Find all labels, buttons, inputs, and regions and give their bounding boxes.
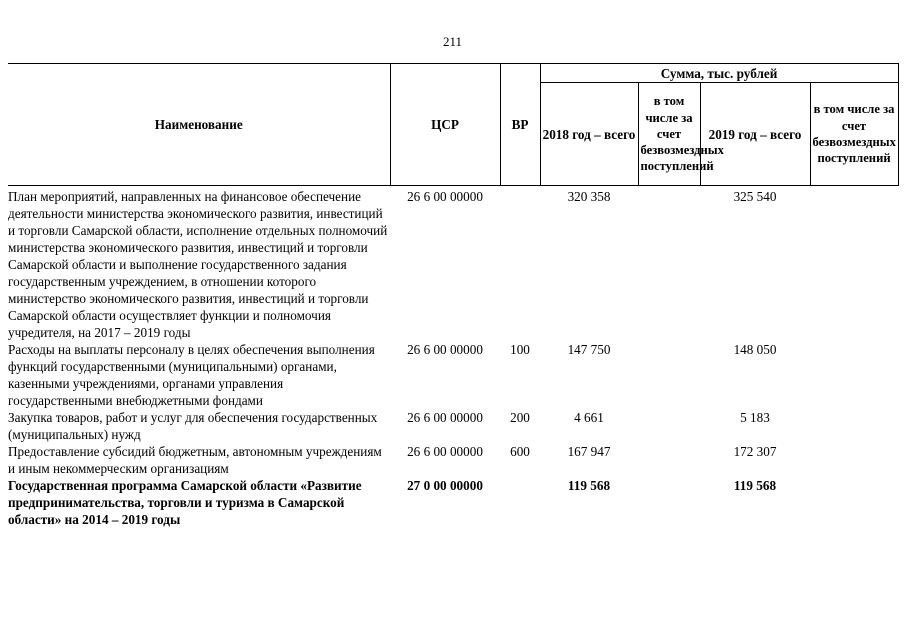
table-row <box>8 186 898 342</box>
row-name: Закупка товаров, работ и услуг для обеспечения государственных (муниципальных) нужд <box>8 410 378 442</box>
table-row <box>8 443 898 477</box>
row-name: План мероприятий, направленных на финансовое обеспечение деятельности министерства экономического развития, инвестиций и торговли Самарской области, исполнение отдельных полномочий министерства экономического развития, инвестиций и торговли Самарской области и выполнение государственного задания государственным учреждением, в отношении которого министерство экономического развития, инвестиций и торговли Самарской области осуществляет функции и полномочия учредителя, на 2017 – 2019 годы <box>8 189 388 340</box>
header-csr: ЦСР <box>390 64 500 186</box>
row-2018-total: 320 358 <box>567 189 611 204</box>
row-2019-grants <box>810 443 898 477</box>
table-row <box>8 409 898 443</box>
row-2018-total: 167 947 <box>567 444 611 459</box>
table-row <box>8 477 898 528</box>
header-2019-total: 2019 год – всего <box>700 83 810 186</box>
row-vr: 100 <box>510 342 530 357</box>
row-name: Предоставление субсидий бюджетным, автономным учреждениям и иным некоммерческим организациям <box>8 444 382 476</box>
row-2018-grants <box>638 477 700 528</box>
row-csr: 26 6 00 00000 <box>407 342 483 357</box>
table-header <box>8 64 898 186</box>
row-csr: 26 6 00 00000 <box>407 189 483 204</box>
row-2018-grants <box>638 186 700 342</box>
row-2019-grants <box>810 186 898 342</box>
row-csr: 26 6 00 00000 <box>407 444 483 459</box>
row-vr <box>500 477 540 528</box>
row-2018-grants <box>638 443 700 477</box>
row-2018-total: 147 750 <box>567 342 611 357</box>
row-2019-grants <box>810 477 898 528</box>
header-2018-total: 2018 год – всего <box>540 83 638 186</box>
header-2018-grants: в том числе за счет безвозмездных поступлений <box>638 83 700 186</box>
row-vr: 600 <box>510 444 530 459</box>
row-csr: 26 6 00 00000 <box>407 410 483 425</box>
row-2018-total: 119 568 <box>567 478 611 493</box>
row-2019-grants <box>810 409 898 443</box>
budget-table <box>8 63 899 528</box>
header-sum-group: Сумма, тыс. рублей <box>540 64 898 83</box>
row-2018-total: 4 661 <box>574 410 604 425</box>
row-csr: 27 0 00 00000 <box>407 478 483 493</box>
table-row <box>8 341 898 409</box>
row-2019-total: 172 307 <box>733 444 777 459</box>
row-2019-total: 119 568 <box>733 478 777 493</box>
row-2018-grants <box>638 409 700 443</box>
row-vr: 200 <box>510 410 530 425</box>
page-number: 211 <box>442 34 463 49</box>
header-2019-grants: в том числе за счет безвозмездных поступлений <box>810 83 898 186</box>
row-name: Государственная программа Самарской области «Развитие предпринимательства, торговли и туризма в Самарской области» на 2014 – 2019 годы <box>8 478 362 527</box>
row-2019-total: 325 540 <box>733 189 777 204</box>
row-2019-total: 5 183 <box>740 410 770 425</box>
row-vr <box>500 186 540 342</box>
row-name: Расходы на выплаты персоналу в целях обеспечения выполнения функций государственными (муниципальными) органами, казенными учреждениями, органами управления государственными внебюджетными фондами <box>8 342 375 408</box>
row-2019-total: 148 050 <box>733 342 777 357</box>
header-name: Наименование <box>8 64 390 186</box>
header-vr: ВР <box>500 64 540 186</box>
row-2019-grants <box>810 341 898 409</box>
row-2018-grants <box>638 341 700 409</box>
table-body <box>8 186 898 529</box>
